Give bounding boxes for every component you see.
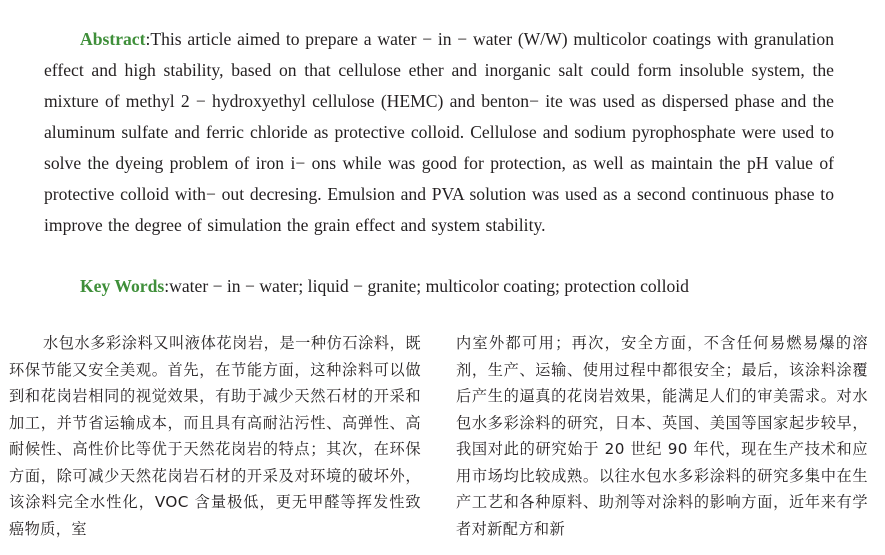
- abstract-paragraph: [44, 24, 834, 241]
- keywords-label: Key Words: [80, 276, 165, 296]
- body-left-column: 水包水多彩涂料又叫液体花岗岩，是一种仿石涂料，既环保节能又安全美观。首先，在节能方面，这种涂料可以做到和花岗岩相同的视觉效果，有助于减少天然石材的开采和加工，并节省运输成本，而且具有高耐沾污性、高弹性、高耐候性、高性价比等优于天然花岗岩的特点；其次，在环保方面，除可减少天然花岗岩石材的开采及对环境的破坏外，该涂料完全水性化，VOC 含量极低，更无甲醛等挥发性致癌物质，室: [9, 334, 421, 538]
- body-right-column: 内室外都可用；再次，安全方面，不含任何易燃易爆的溶剂，生产、运输、使用过程中都很安全；最后，该涂料涂覆后产生的逼真的花岗岩效果，能满足人们的审美需求。对水包水多彩涂料的研究，日本、英国、美国等国家起步较早，我国对此的研究始于 20 世纪 90 年代，现在生产技术和应用市场均比较成熟。以往水包水多彩涂料的研究多集中在生产工艺和各种原料、助剂等对涂料的影响方面，近年来有学者对新配方和新: [456, 334, 868, 538]
- keywords-text: water − in − water; liquid − granite; multicolor coating; protection colloid: [169, 276, 689, 296]
- keywords-separator: :: [164, 276, 170, 296]
- abstract-label: Abstract: [80, 29, 146, 49]
- abstract-separator: :: [145, 29, 151, 49]
- keywords-line: [80, 271, 840, 302]
- abstract-text: This article aimed to prepare a water − in − water (W/W) multicolor coatings with granulation effect and high stability, based on that cellulose ether and inorganic salt could form insoluble system, the mixture of methyl 2 − hydroxyethyl cellulose (HEMC) and benton− ite was used as dispersed phase and the aluminum sulfate and ferric chloride as protective colloid. Cellulose and sodium pyrophosphate were used to solve the dyeing problem of iron i− ons while was good for protection, as well as maintain the pH value of protective colloid with− out decresing. Emulsion and PVA solution was used as a second continuous phase to improve the degree of simulation the grain effect and system stability.: [44, 29, 834, 235]
